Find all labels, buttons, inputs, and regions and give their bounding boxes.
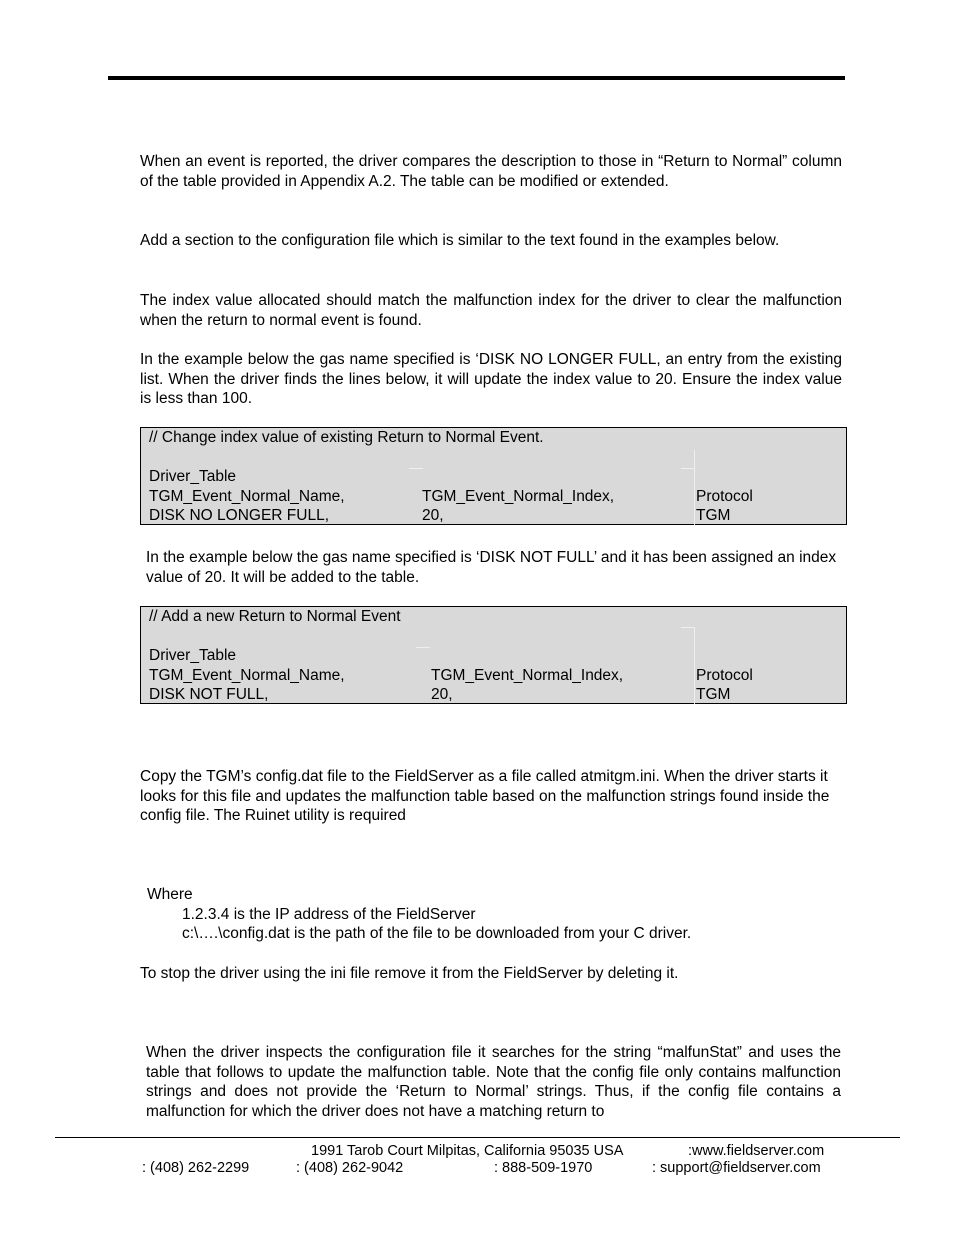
code-value-name: DISK NOT FULL, [149,686,269,703]
code-header-protocol: Protocol [696,667,753,684]
table-gridline [409,468,423,469]
code-value-index: 20, [431,686,453,703]
paragraph-example-new: In the example below the gas name specified is ‘DISK NOT FULL’ and it has been assigned an index value of 20. It will be added to the table. [146,549,837,586]
code-header-name: TGM_Event_Normal_Name, [149,488,345,505]
paragraph-add-section: Add a section to the configuration file which is similar to the text found in the examples below. [140,232,780,249]
header-rule [108,76,845,80]
code-header-name: TGM_Event_Normal_Name, [149,667,345,684]
footer-rule [55,1137,900,1138]
where-file-path: c:\….\config.dat is the path of the file to be downloaded from your C driver. [182,925,692,942]
paragraph-return-to-normal: When an event is reported, the driver compares the description to those in “Return to Normal” column of the table provided in Appendix A.2. The table can be modified or extended. [140,153,842,190]
table-gridline [694,450,695,525]
paragraph-stop-driver: To stop the driver using the ini file remove it from the FieldServer by deleting it. [140,965,679,982]
footer-phone: : (408) 262-2299 [142,1160,250,1176]
table-gridline [416,647,430,648]
paragraph-copy-config: Copy the TGM’s config.dat file to the FieldServer as a file called atmitgm.ini. When the driver starts it looks for this file and updates the malfunction table based on the malfunction strings found inside the config file. The Ruinet utility is required [140,768,830,825]
code-table-name: Driver_Table [149,468,237,485]
code-example-existing [140,427,847,525]
code-comment: // Add a new Return to Normal Event [149,608,401,625]
footer-address: 1991 Tarob Court Milpitas, California 95035 USA [311,1143,624,1159]
where-label: Where [147,886,193,903]
code-example-new [140,606,847,704]
code-table-name: Driver_Table [149,647,237,664]
code-header-index: TGM_Event_Normal_Index, [431,667,624,684]
table-gridline [681,627,695,628]
code-header-index: TGM_Event_Normal_Index, [422,488,615,505]
footer-website: :www.fieldserver.com [688,1143,825,1159]
footer-email: : support@fieldserver.com [652,1160,821,1176]
where-ip-address: 1.2.3.4 is the IP address of the FieldServer [182,906,476,923]
code-value-name: DISK NO LONGER FULL, [149,507,330,524]
paragraph-example-existing: In the example below the gas name specified is ‘DISK NO LONGER FULL, an entry from the existing list. When the driver finds the lines below, it will update the index value to 20. Ensure the index value is less than 100. [140,351,842,408]
code-header-protocol: Protocol [696,488,753,505]
code-value-index: 20, [422,507,444,524]
table-gridline [694,627,695,704]
footer-toll-free: : 888-509-1970 [494,1160,593,1176]
footer-fax: : (408) 262-9042 [296,1160,404,1176]
paragraph-index-value: The index value allocated should match the malfunction index for the driver to clear the malfunction when the return to normal event is found. [140,292,842,329]
code-value-protocol: TGM [696,507,731,524]
code-value-protocol: TGM [696,686,731,703]
paragraph-malfunstat: When the driver inspects the configuration file it searches for the string “malfunStat” and uses the table that follows to update the malfunction table. Note that the config file only contains malfunction strings and does not provide the ‘Return to Normal’ strings. Thus, if the config file contains a malfunction for which the driver does not have a matching return to [146,1044,841,1120]
code-comment: // Change index value of existing Return to Normal Event. [149,429,544,446]
table-gridline [681,468,695,469]
